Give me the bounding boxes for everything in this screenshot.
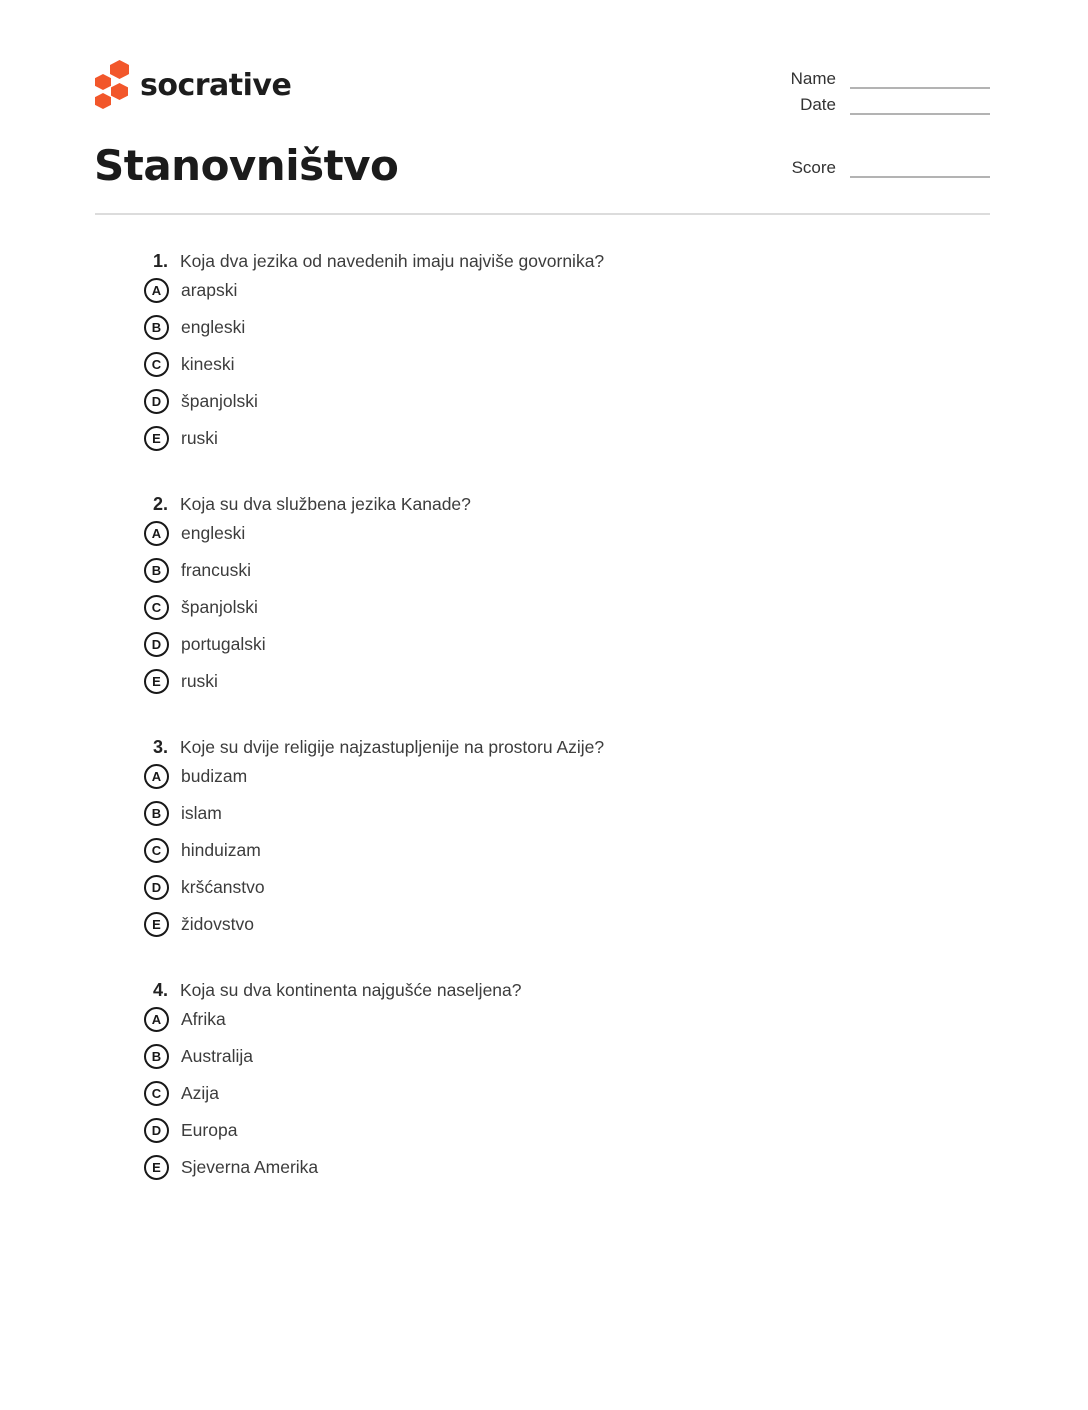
answer-bubble: C [144,838,169,863]
option-text: Australija [181,1046,253,1066]
name-field-label: Name [790,69,836,88]
answer-bubble: A [144,278,169,303]
question-2-option-a [0,521,1088,546]
question-number: 2. [152,494,168,514]
option-text: ruski [181,428,218,448]
answer-bubble: E [144,912,169,937]
option-text: engleski [181,523,246,543]
question-2-option-d [0,632,1088,657]
question-1-option-c [0,352,1088,377]
answer-bubble: B [144,1044,169,1069]
question-1-option-d [0,389,1088,414]
option-text: židovstvo [181,914,254,934]
answer-bubble: A [144,1007,169,1032]
option-text: engleski [181,317,246,337]
option-text: Sjeverna Amerika [181,1157,319,1177]
question-number: 4. [152,980,168,1000]
option-text: Azija [181,1083,219,1103]
answer-bubble: B [144,315,169,340]
question-text: Koja su dva kontinenta najgušće naseljena? [180,980,522,1000]
date-write-line [850,113,990,115]
answer-bubble: D [144,875,169,900]
question-list [0,249,1088,1221]
question-2-option-c [0,595,1088,620]
question-text: Koja su dva službena jezika Kanade? [180,494,471,514]
question-3-option-e [0,912,1088,937]
option-text: budizam [181,766,248,786]
brand-wordmark: socrative [140,67,292,103]
question-1-header [0,249,1088,273]
hexagon-top-right-icon [110,60,129,79]
option-text: francuski [181,560,252,580]
option-text: islam [181,803,222,823]
option-text: španjolski [181,597,258,617]
answer-bubble: A [144,521,169,546]
socrative-logo [95,60,291,110]
question-3-option-d [0,875,1088,900]
question-2-option-e [0,669,1088,694]
question-4-option-c [0,1081,1088,1106]
option-text: Europa [181,1120,238,1140]
answer-bubble: D [144,632,169,657]
option-text: Afrika [181,1009,226,1029]
hexagon-bottom-left-icon [95,93,111,109]
answer-bubble: C [144,595,169,620]
answer-bubble: B [144,558,169,583]
answer-bubble: D [144,389,169,414]
question-3 [0,735,1088,937]
question-3-option-a [0,764,1088,789]
answer-bubble: E [144,426,169,451]
option-text: portugalski [181,634,266,654]
question-4-option-e [0,1155,1088,1180]
question-4-option-b [0,1044,1088,1069]
question-text: Koje su dvije religije najzastupljenije na prostoru Azije? [180,737,605,757]
question-4-header [0,978,1088,1002]
option-text: ruski [181,671,218,691]
question-1 [0,249,1088,451]
answer-bubble: B [144,801,169,826]
answer-bubble: D [144,1118,169,1143]
question-1-option-a [0,278,1088,303]
name-write-line [850,87,990,89]
quiz-title: Stanovništvo [94,141,399,190]
date-field-label: Date [800,95,836,114]
question-2 [0,492,1088,694]
question-3-option-c [0,838,1088,863]
question-4 [0,978,1088,1180]
option-text: kineski [181,354,235,374]
answer-bubble: C [144,1081,169,1106]
question-text: Koja dva jezika od navedenih imaju najviše govornika? [180,251,605,271]
answer-bubble: E [144,669,169,694]
score-field-label: Score [791,158,836,177]
hexagon-mid-right-icon [111,83,128,100]
question-3-header [0,735,1088,759]
socrative-hexagon-icon [95,60,131,110]
hexagon-mid-left-icon [95,74,111,90]
answer-bubble: E [144,1155,169,1180]
score-write-line [850,176,990,178]
question-1-option-b [0,315,1088,340]
question-2-option-b [0,558,1088,583]
answer-bubble: A [144,764,169,789]
option-text: arapski [181,280,238,300]
option-text: kršćanstvo [181,877,265,897]
title-divider [95,213,990,215]
question-2-header [0,492,1088,516]
question-1-option-e [0,426,1088,451]
answer-bubble: C [144,352,169,377]
option-text: španjolski [181,391,258,411]
question-3-option-b [0,801,1088,826]
question-number: 1. [152,251,168,271]
question-4-option-d [0,1118,1088,1143]
option-text: hinduizam [181,840,261,860]
question-number: 3. [152,737,168,757]
question-4-option-a [0,1007,1088,1032]
